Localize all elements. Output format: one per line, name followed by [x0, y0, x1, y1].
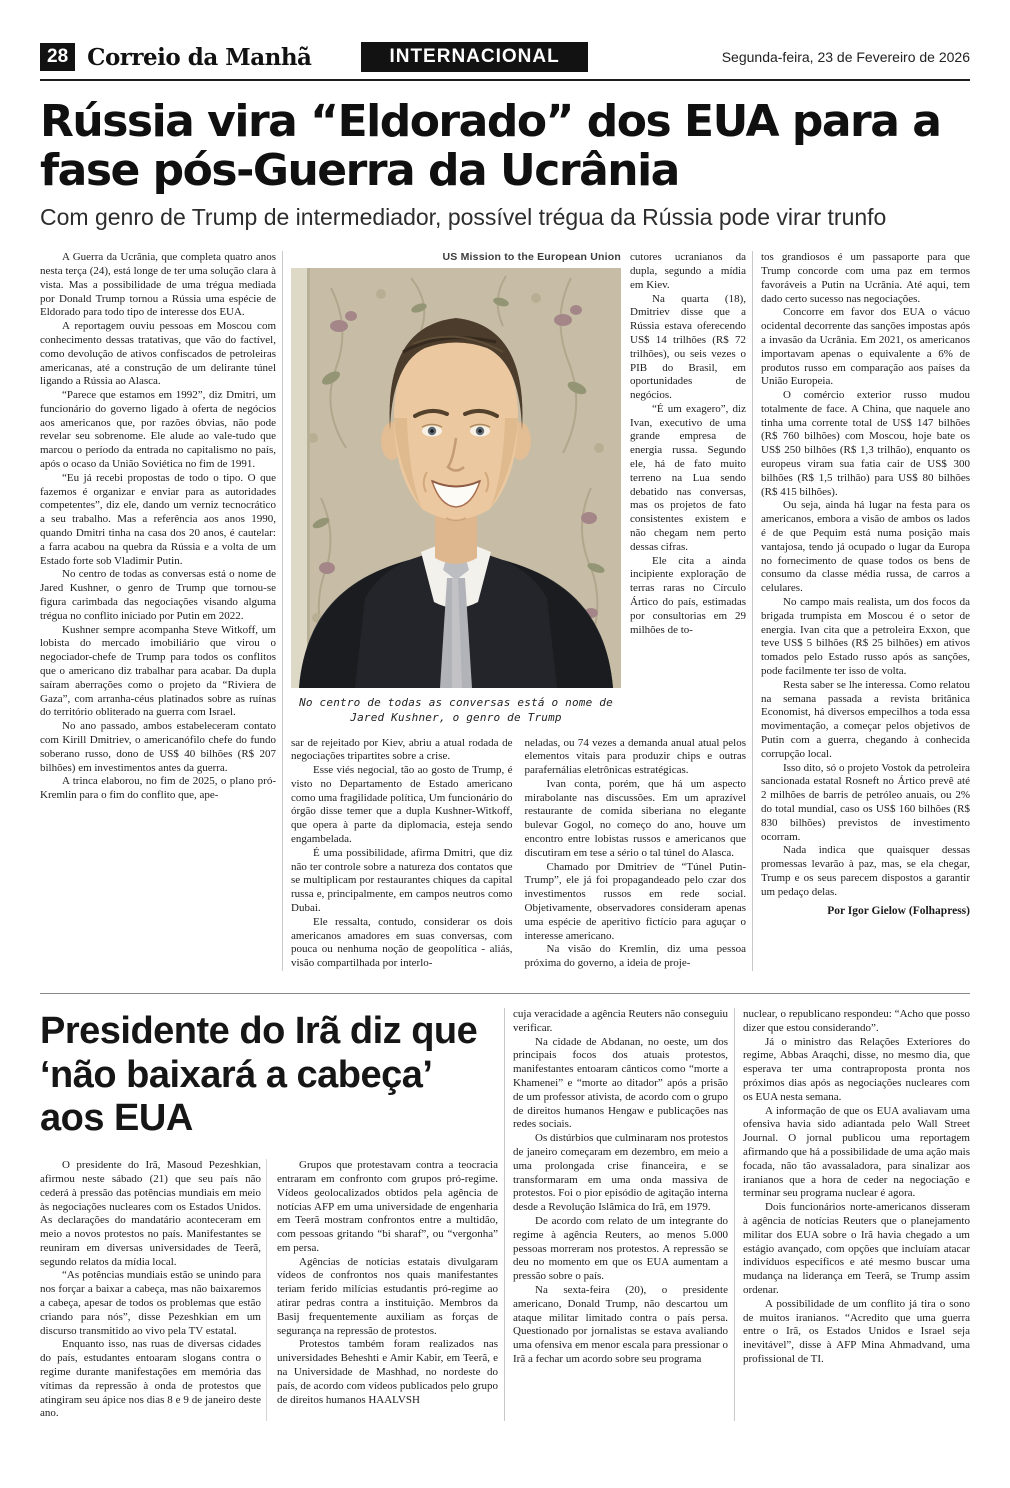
paragraph: No centro de todas as conversas está o nome de Jared Kushner, o genro de Trump que tornou-se figura carimbada das negociações visando alguma trégua no conflito iniciado por Putin em 2022.: [40, 568, 276, 622]
main-column-4: [525, 737, 747, 972]
paragraph: Resta saber se lhe interessa. Como relatou na semana passada a revista britânica Economist, há diversos empecilhos a toda essa movimentação, a começar pelos objetivos de Putin com a guerra, chegando à conhecida corrupção local.: [761, 678, 970, 760]
paragraph: Grupos que protestavam contra a teocracia entraram em confronto com grupos pró-regime. Vídeos geolocalizados obtidos pela agência de notícias AFP em uma universidade de engenharia em Teerã mostram confrontos entre a multidão, com pessoas gritando “bi sharaf”, ou “vergonha” em persa.: [277, 1159, 498, 1254]
paragraph: O comércio exterior russo mudou totalmente de face. A China, que naquele ano tinha uma corrente total de US$ 147 bilhões (R$ 760 bilhões) com Moscou, hoje bate os US$ 250 bilhões (R$ 1,3 trilhão), enquanto os europeus viram sua fatia cair de US$ 300 bilhões (R$ 1,5 trilhão) para US$ 80 bilhões (R$ 415 bilhões).: [761, 389, 970, 498]
page-header: [40, 42, 970, 81]
paragraph: É uma possibilidade, afirma Dmitri, que diz não ter controle sobre a natureza dos contatos que se multiplicam por restaurantes chiques da capital russa e, principalmente, em campos neutros como Dubai.: [291, 846, 513, 915]
paragraph: Isso dito, só o projeto Vostok da petroleira sancionada estatal Rosneft no Ártico prevê até 2 milhões de barris de petróleo anuais, ou 2% do total mundial, caso os US$ 160 bilhões (R$ 830 bilhões) previstos de investimento ocorram.: [761, 761, 970, 843]
secondary-left-block: [40, 1008, 505, 1421]
main-column-5: [761, 251, 970, 899]
main-column-3-narrow: [630, 251, 746, 725]
paragraph: No campo mais realista, um dos focos da brigada trumpista em Moscou é o setor de energia. Ivan cita que a petroleira Exxon, que teve US$ 5 bilhões (R$ 25 bilhões) em ativos tomados pelo Estado russo após as sanções, pode facilmente ter isso de volta.: [761, 596, 970, 678]
paragraph: Na sexta-feira (20), o presidente americano, Donald Trump, não descartou um ataque militar limitado contra o país persa. Questionado por jornalistas se estava avaliando uma ofensiva em menor escala para pressionar o Irã a fechar um acordo sobre seu programa: [513, 1283, 728, 1365]
paragraph: “Parece que estamos em 1992”, diz Dmitri, um funcionário do governo ligado à oferta de negócios aos americanos que, por razões óbvias, não pode revelar seu sobrenome. Ele alude ao vale-tudo que marcou o período da entrada no capitalismo no país, após o ocaso da União Soviética no fim de 1991.: [40, 389, 276, 471]
paragraph: Nada indica que quaisquer dessas promessas levarão à paz, mas, se ela chegar, Trump e os seus parecem dispostos a garantir um pedaço delas.: [761, 844, 970, 898]
paragraph: sar de rejeitado por Kiev, abriu a atual rodada de negociações tripartites sobre a crise.: [291, 736, 513, 763]
page-number: 28: [40, 43, 75, 71]
paragraph: Esse viés negocial, tão ao gosto de Trump, é visto no Departamento de Estado americano como uma fragilidade política, Um funcionário do órgão disse temer que a dupla Kushner-Witkoff, que opera à parte da diplomacia, esteja sendo engambelada.: [291, 764, 513, 846]
paragraph: Kushner sempre acompanha Steve Witkoff, um lobista do mercado imobiliário que virou o negociador-chefe de Trump para todos os conflitos que o americano diz trabalhar para acabar. Da dupla saíram aberrações como o projeto da “Riviera de Gaza”, com arranha-céus platinados sobre as ruínas do território obliterado na guerra com Israel.: [40, 623, 276, 719]
paragraph: Ele cita a ainda incipiente exploração de terras raras no Círculo Ártico do país, estimadas por consultorias em 29 milhões de to-: [630, 554, 746, 636]
paragraph: O presidente do Irã, Masoud Pezeshkian, afirmou neste sábado (21) que seu país não cederá à pressão das potências mundiais em meio às negociações nucleares com os Estados Unidos. As declarações do mandatário aconteceram em meio a novos protestos no país. Manifestantes se reuniram em diversas universidades de Teerã, segundo relatos da mídia local.: [40, 1159, 261, 1268]
paragraph: “É um exagero”, diz Ivan, executivo de uma grande empresa de energia russa. Segundo ele, há de fato muito terreno na Lua sendo debatido nas conversas, mas os projetos de fato consistentes existem e não chegam nem perto dessas cifras.: [630, 402, 746, 553]
paragraph: Enquanto isso, nas ruas de diversas cidades do país, estudantes entoaram slogans contra o regime durante manifestações em memória das vítimas da repressão à onda de protestos que atingiram seu ápice nos dias 8 e 9 de janeiro deste ano.: [40, 1338, 261, 1420]
main-column-2: [291, 737, 513, 972]
secondary-column-4: [743, 1008, 970, 1421]
secondary-column-1: [40, 1159, 267, 1421]
paragraph: A trinca elaborou, no fim de 2025, o plano pró-Kremlin para o fim do conflito que, ape-: [40, 775, 276, 802]
paragraph: Dois funcionários norte-americanos disseram à agência de notícias Reuters que o planejamento militar dos EUA sobre o Irã havia chegado a um estágio avançado, com opções que incluíam atacar indivíduos específicos e até mesmo buscar uma mudança na liderança em Teerã, se Trump assim ordenar.: [743, 1201, 970, 1296]
byline: Por Igor Gielow (Folhapress): [827, 904, 970, 917]
paragraph: Ou seja, ainda há lugar na festa para os americanos, embora a visão de ambos os lados é de que Pequim está numa posição mais vantajosa, tendo já ocupado o lugar da Europa no fornecimento de quase todos os bens de consumo da classe média russa, de carros a celulares.: [761, 499, 970, 595]
paragraph: neladas, ou 74 vezes a demanda anual atual pelos elementos vitais para produzir chips e outras parafernálias eletrônicas estratégicas.: [524, 736, 746, 777]
paragraph: Concorre em favor dos EUA o vácuo ocidental decorrente das sanções impostas após a invasão da Ucrânia. Em 2021, os americanos importavam apenas o equivalente a 6% de produtos russo em comparação aos países da União Europeia.: [761, 306, 970, 388]
secondary-column-3: [513, 1008, 735, 1421]
photo-credit: US Mission to the European Union: [442, 251, 621, 264]
main-column-5-wrap: [761, 251, 970, 971]
paragraph: Chamado por Dmitriev de “Túnel Putin-Trump”, ele já foi propagandeado pelo czar dos investimentos russos em rede social. Objetivamente, observadores consideram apenas uma espécie de aperitivo fictício para aguçar o interesse americano.: [524, 860, 746, 942]
paragraph: “Eu já recebi propostas de todo o tipo. O que fazemos é organizar e enviar para as autoridades competentes”, diz ele, dando um verniz tecnocrático a seu trabalho. Mas a referência aos anos 1990, quando Dmitri tinha na casa dos 20 anos, é cautelar: a farra acabou na quebra da Rússia e a volta de um Estado forte sob Vladimir Putin.: [40, 471, 276, 567]
photo-caption: No centro de todas as conversas está o nome de Jared Kushner, o genro de Trump: [299, 695, 613, 725]
paragraph: De acordo com relato de um integrante do regime à agência Reuters, ao menos 5.000 pessoas morreram nos protestos. A repressão se deu no momento em que os EUA aumentam a pressão sobre o país.: [513, 1215, 728, 1283]
paragraph: Já o ministro das Relações Exteriores do regime, Abbas Araqchi, disse, no mesmo dia, que esperava ter uma contraproposta pronta nos próximos dias após as negociações nucleares com os EUA nesta semana.: [743, 1035, 970, 1103]
paragraph: A informação de que os EUA avaliavam uma ofensiva havia sido adiantada pelo Wall Street Journal. O jornal publicou uma reportagem afirmando que há a possibilidade de uma ação mais focada, não tão avassaladora, para sinalizar aos iranianos que a hora de ceder na negociação e terminar seu programa nuclear é agora.: [743, 1104, 970, 1200]
paragraph: Na cidade de Abdanan, no oeste, um dos principais focos dos atuais protestos, manifestantes entoaram cânticos como “morte a Khamenei” e “morte ao ditador” após a prisão de um professor ativista, de acordo com o grupo de direitos humanos Hengaw e publicações nas redes sociais.: [513, 1035, 728, 1131]
paragraph: Protestos também foram realizados nas universidades Beheshti e Amir Kabir, em Teerã, e na Universidade de Mashhad, no nordeste do país, de acordo com vídeos publicados pelo grupo de direitos humanos HAALVSH: [277, 1338, 498, 1406]
paragraph: Na visão do Kremlin, diz uma pessoa próxima do governo, a ideia de proje-: [524, 943, 746, 970]
paragraph: A Guerra da Ucrânia, que completa quatro anos nesta terça (24), está longe de ter uma solução clara à vista. Mas a possibilidade de uma trégua mediada por Donald Trump tornou a Rússia uma espécie de Eldorado para todo tipo de interesse dos EUA.: [40, 251, 276, 319]
paragraph: cutores ucranianos da dupla, segundo a mídia em Kiev.: [630, 251, 746, 291]
paragraph: tos grandiosos é um passaporte para que Trump concorde com uma paz em termos favoráveis a Putin na Ucrânia. Até aqui, tem dado certo sucesso nas negociações.: [761, 251, 970, 305]
paragraph: cuja veracidade a agência Reuters não conseguiu verificar.: [513, 1008, 729, 1034]
secondary-article: [40, 1008, 970, 1421]
main-middle-area: [291, 251, 753, 971]
kushner-portrait-photo: [291, 268, 621, 688]
main-article-body: [40, 251, 970, 971]
secondary-column-2: [277, 1159, 498, 1421]
paragraph: No ano passado, ambos estabeleceram contato com Kirill Dmitriev, o americanófilo chefe do fundo soberano russo, dono de US$ 40 bilhões (R$ 207 bilhões) em investimentos antes da guerra.: [40, 720, 276, 774]
paragraph: nuclear, o republicano respondeu: “Acho que posso dizer que estou considerando”.: [743, 1008, 970, 1034]
main-deck: Com genro de Trump de intermediador, possível trégua da Rússia pode virar trunfo: [40, 203, 887, 230]
secondary-headline: Presidente do Irã diz que ‘não baixará a cabeça’ aos EUA: [40, 1010, 478, 1140]
paragraph: “As potências mundiais estão se unindo para nos forçar a baixar a cabeça, mas não baixaremos a cabeça, apesar de todos os problemas que estão criando para nós”, disse Pezeshkian em um discurso transmitido ao vivo pela TV estatal.: [40, 1269, 261, 1337]
paragraph: Na quarta (18), Dmitriev disse que a Rússia estava oferecendo US$ 14 trilhões (R$ 72 trilhões), ou seis vezes o PIB do Brasil, em oportunidades de negócios.: [630, 292, 746, 402]
paragraph: Ele ressalta, contudo, considerar os dois americanos amadores em suas conversas, com pouca ou nenhuma noção de geopolítica - aliás, visão compartilhada por interlo-: [291, 915, 513, 970]
main-headline: Rússia vira “Eldorado” dos EUA para a fase pós-Guerra da Ucrânia: [40, 96, 941, 197]
dateline: Segunda-feira, 23 de Fevereiro de 2026: [721, 49, 970, 65]
paragraph: Ivan conta, porém, que há um aspecto mirabolante nas discussões. Em um aprazível restaurante de comida siberiana no elegante bulevar Gogol, no começo do ano, houve um encontro entre lobistas russos e americanos que discutiram em tese a sério o tal túnel do Alasca.: [524, 777, 746, 859]
main-column-1: [40, 251, 283, 971]
article-photo-figure: [291, 251, 621, 725]
article-divider: [40, 993, 970, 994]
paragraph: A reportagem ouviu pessoas em Moscou com conhecimento dessas tratativas, que vão do factível, como devolução de ativos confiscados de petroleiras americanas, até a construção de um delirante túnel ligando a Rússia ao Alasca.: [40, 320, 276, 388]
paragraph: Agências de notícias estatais divulgaram vídeos de confrontos nos quais manifestantes teriam ferido milícias estudantis pró-regime ao atirar pedras contra a instituição. Membros da Basij frequentemente auxiliam as forças de segurança na repressão de protestos.: [277, 1255, 498, 1337]
paragraph: Os distúrbios que culminaram nos protestos de janeiro começaram em dezembro, em meio a uma prolongada crise financeira, e se transformaram em uma onda massiva de protestos. Foi o pior episódio de agitação interna desde a Revolução Islâmica do Irã, em 1979.: [513, 1132, 728, 1214]
section-badge: INTERNACIONAL: [361, 42, 587, 72]
masthead: Correio da Manhã: [87, 43, 312, 71]
paragraph: A possibilidade de um conflito já tira o sono de muitos iranianos. “Acredito que uma guerra entre o Irã, os Estados Unidos e Israel seja inevitável”, disse à AFP Mina Ahmadvand, uma profissional de TI.: [743, 1297, 970, 1365]
